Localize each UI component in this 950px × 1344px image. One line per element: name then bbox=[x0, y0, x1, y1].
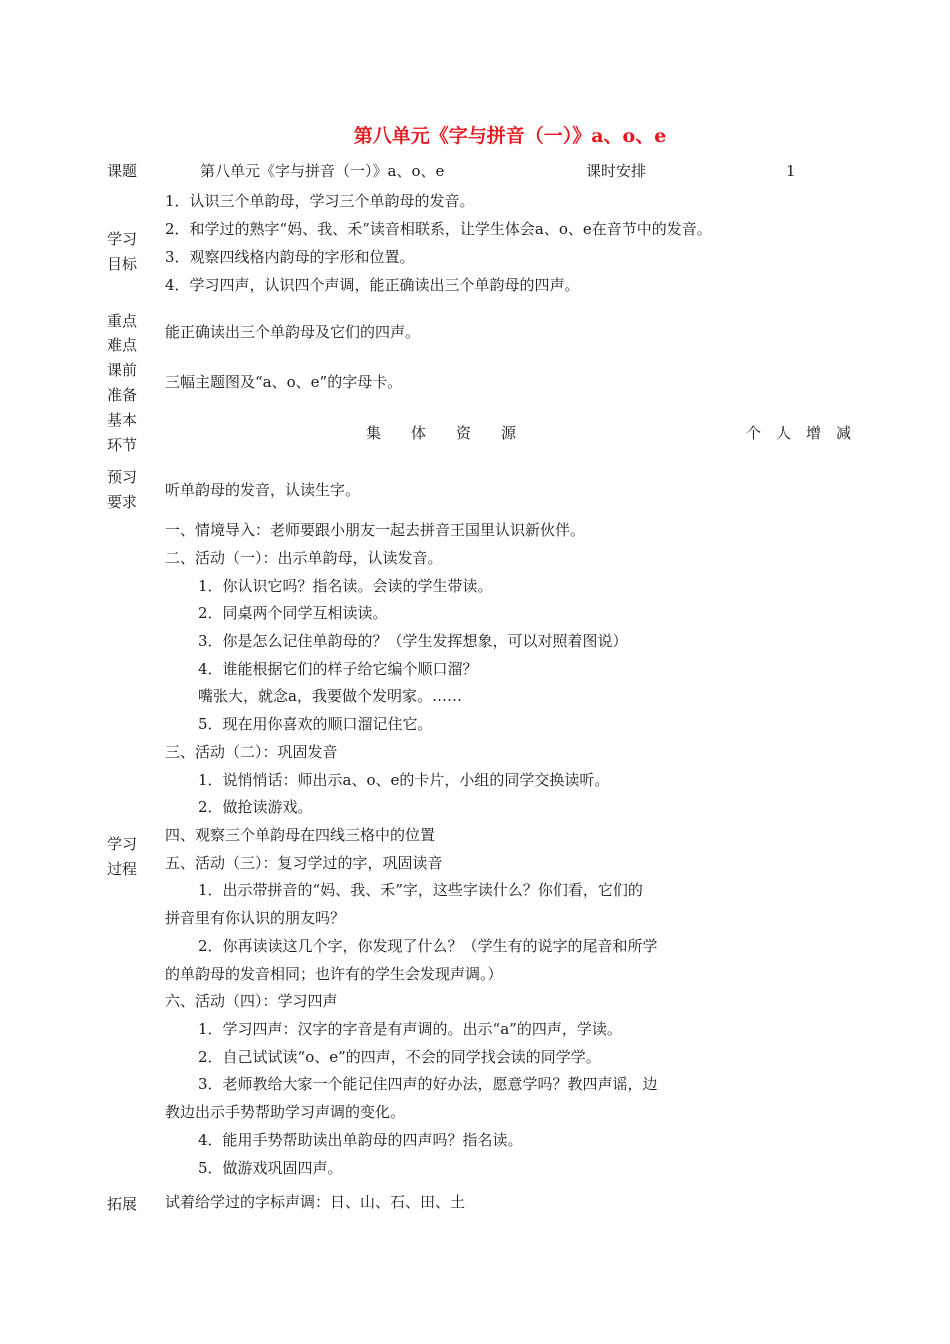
focus-text: 能正确读出三个单韵母及它们的四声。 bbox=[165, 323, 421, 341]
process-line: 5．做游戏巩固四声。 bbox=[198, 1159, 343, 1177]
process-line: 六、活动（四）：学习四声 bbox=[165, 992, 338, 1010]
process-line: 4．能用手势帮助读出单韵母的四声吗？指名读。 bbox=[198, 1131, 523, 1149]
process-line: 4．谁能根据它们的样子给它编个顺口溜？ bbox=[198, 660, 478, 678]
preview-text: 听单韵母的发音，认读生字。 bbox=[165, 481, 361, 499]
focus-label-1: 重点 bbox=[107, 312, 138, 330]
topic-value: 第八单元《字与拼音（一）》a、o、e bbox=[200, 162, 445, 180]
steps-label-2: 环节 bbox=[107, 436, 138, 454]
process-line: 1．出示带拼音的“妈、我、禾”字，这些字读什么？你们看，它们的 bbox=[198, 881, 643, 899]
steps-label-1: 基本 bbox=[107, 411, 138, 429]
process-line: 五、活动（三）：复习学过的字，巩固读音 bbox=[165, 854, 443, 872]
column-group-resources: 集 体 资 源 bbox=[366, 424, 517, 442]
goals-label-2: 目标 bbox=[107, 255, 138, 273]
preview-label-2: 要求 bbox=[107, 493, 138, 511]
process-label-1: 学习 bbox=[107, 835, 138, 853]
process-line: 嘴张大，就念a，我要做个发明家。…… bbox=[198, 687, 462, 705]
column-personal-adjust: 个 人 增 减 bbox=[746, 424, 852, 442]
process-line: 2．做抢读游戏。 bbox=[198, 798, 313, 816]
process-line: 1．你认识它吗？指名读。会读的学生带读。 bbox=[198, 577, 493, 595]
process-label-2: 过程 bbox=[107, 860, 138, 878]
process-line: 三、活动（二）：巩固发音 bbox=[165, 743, 338, 761]
process-line: 一、情境导入：老师要跟小朋友一起去拼音王国里认识新伙伴。 bbox=[165, 521, 586, 539]
process-line: 拼音里有你认识的朋友吗？ bbox=[165, 909, 346, 927]
process-line: 1．说悄悄话：师出示a、o、e的卡片，小组的同学交换读听。 bbox=[198, 771, 610, 789]
goals-label-1: 学习 bbox=[107, 230, 138, 248]
goal-item: 2．和学过的熟字“妈、我、禾”读音相联系，让学生体会a、o、e在音节中的发音。 bbox=[165, 220, 712, 238]
schedule-label: 课时安排 bbox=[586, 162, 647, 180]
process-line: 3．老师教给大家一个能记住四声的好办法，愿意学吗？教四声谣，边 bbox=[198, 1075, 658, 1093]
schedule-value: 1 bbox=[786, 162, 796, 180]
process-line: 教边出示手势帮助学习声调的变化。 bbox=[165, 1103, 406, 1121]
prep-text: 三幅主题图及“a、o、e”的字母卡。 bbox=[165, 373, 403, 391]
goal-item: 3．观察四线格内韵母的字形和位置。 bbox=[165, 248, 415, 266]
process-line: 2．同桌两个同学互相读读。 bbox=[198, 604, 388, 622]
goal-item: 4．学习四声，认识四个声调，能正确读出三个单韵母的四声。 bbox=[165, 276, 580, 294]
process-line: 四、观察三个单韵母在四线三格中的位置 bbox=[165, 826, 436, 844]
process-line: 3．你是怎么记住单韵母的？（学生发挥想象，可以对照着图说） bbox=[198, 632, 628, 650]
preview-label-1: 预习 bbox=[107, 468, 138, 486]
process-line: 的单韵母的发音相同；也许有的学生会发现声调。） bbox=[165, 965, 503, 983]
process-line: 二、活动（一）：出示单韵母，认读发音。 bbox=[165, 549, 443, 567]
prep-label-1: 课前 bbox=[107, 361, 138, 379]
extension-text: 试着给学过的字标声调：日、山、石、田、土 bbox=[165, 1193, 466, 1211]
document-title: 第八单元《字与拼音（一）》a、o、e bbox=[353, 125, 667, 147]
extension-label: 拓展 bbox=[107, 1195, 138, 1213]
focus-label-2: 难点 bbox=[107, 336, 138, 354]
process-line: 5．现在用你喜欢的顺口溜记住它。 bbox=[198, 715, 433, 733]
goal-item: 1．认识三个单韵母，学习三个单韵母的发音。 bbox=[165, 192, 475, 210]
prep-label-2: 准备 bbox=[107, 386, 138, 404]
topic-label: 课题 bbox=[107, 162, 138, 180]
process-line: 2．你再读读这几个字，你发现了什么？（学生有的说字的尾音和所学 bbox=[198, 937, 658, 955]
process-line: 1．学习四声：汉字的字音是有声调的。出示“a”的四声，学读。 bbox=[198, 1020, 622, 1038]
process-line: 2．自己试试读“o、e”的四声，不会的同学找会读的同学学。 bbox=[198, 1048, 601, 1066]
